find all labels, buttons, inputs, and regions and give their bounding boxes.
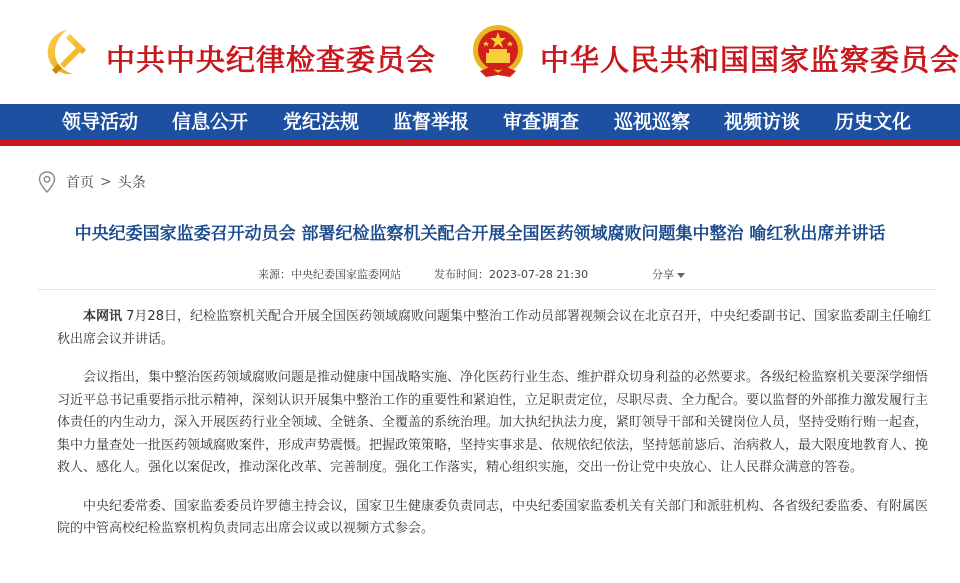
article-meta: [0, 266, 960, 282]
org-title-ccdi: 中共中央纪律检查委员会: [106, 43, 437, 77]
nav-red-stripe: [0, 140, 960, 146]
nav-item-info-disclosure[interactable]: 信息公开: [172, 111, 249, 133]
article-paragraph-3: 中央纪委常委、国家监委委员许罗德主持会议，国家卫生健康委负责同志，中央纪委国家监委机关有关部门和派驻机构、各省级纪委监委、有附属医院的中管高校纪检监察机构负责同志出席会议或以视频方式参会。: [57, 498, 929, 536]
breadcrumb: [36, 170, 146, 194]
national-emblem-icon: [470, 23, 526, 81]
paragraph-1-text: 7月28日，纪检监察机关配合开展全国医药领域腐败问题集中整治工作动员部署视频会议在北京召开，中央纪委副书记、国家监委副主任喻红秋出席会议并讲话。: [57, 309, 931, 347]
breadcrumb-separator: >: [100, 174, 112, 190]
chevron-down-icon: [677, 273, 685, 278]
nav-item-investigation[interactable]: 审查调查: [503, 111, 580, 133]
share-button[interactable]: [652, 266, 685, 282]
nav-item-history[interactable]: 历史文化: [835, 111, 912, 133]
nav-item-leadership[interactable]: 领导活动: [62, 111, 139, 133]
org-title-nsc: 中华人民共和国国家监察委员会: [540, 43, 960, 77]
article-title: 中央纪委国家监委召开动员会 部署纪检监察机关配合开展全国医药领域腐败问题集中整治 喻红秋出席并讲话: [74, 224, 886, 244]
nav-item-regulations[interactable]: 党纪法规: [283, 111, 360, 133]
nav-item-inspection[interactable]: 巡视巡察: [614, 111, 691, 133]
share-label: 分享: [652, 268, 674, 281]
nav-item-report[interactable]: 监督举报: [393, 111, 470, 133]
article-paragraph-1: [57, 306, 939, 351]
lead-label: 本网讯: [83, 309, 123, 324]
article-source: 来源：中央纪委国家监委网站: [258, 268, 401, 281]
main-nav: [0, 104, 960, 140]
party-emblem-icon: [40, 26, 94, 80]
site-header: [0, 0, 960, 104]
location-pin-icon: [36, 170, 58, 194]
nav-item-video[interactable]: 视频访谈: [724, 111, 801, 133]
article-paragraph-2: 会议指出，集中整治医药领域腐败问题是推动健康中国战略实施、净化医药行业生态、维护群众切身利益的必然要求。各级纪检监察机关要深学细悟习近平总书记重要指示批示精神，深刻认识开展集中整治工作的重要性和紧迫性，立足职责定位，尽职尽责、全力配合。要以监督的外部推力激发履行主体责任的内生动力，深入开展医药行业全领域、全链条、全覆盖的系统治理。加大执纪执法力度，紧盯领导干部和关键岗位人员，坚持受贿行贿一起查，集中力量查处一批医药领域腐败案件，形成声势震慑。把握政策策略，坚持实事求是、依规依纪依法，坚持惩前毖后、治病救人，最大限度地教育人、挽救人、感化人。强化以案促改，推动深化改革、完善制度。强化工作落实，精心组织实施，交出一份让党中央放心、让人民群众满意的答卷。: [57, 370, 929, 475]
breadcrumb-home[interactable]: 首页: [66, 175, 94, 191]
article-body: [57, 306, 939, 557]
divider: [38, 289, 936, 290]
breadcrumb-current[interactable]: 头条: [117, 175, 146, 191]
article-publish-time: 发布时间：2023-07-28 21:30: [434, 268, 589, 281]
